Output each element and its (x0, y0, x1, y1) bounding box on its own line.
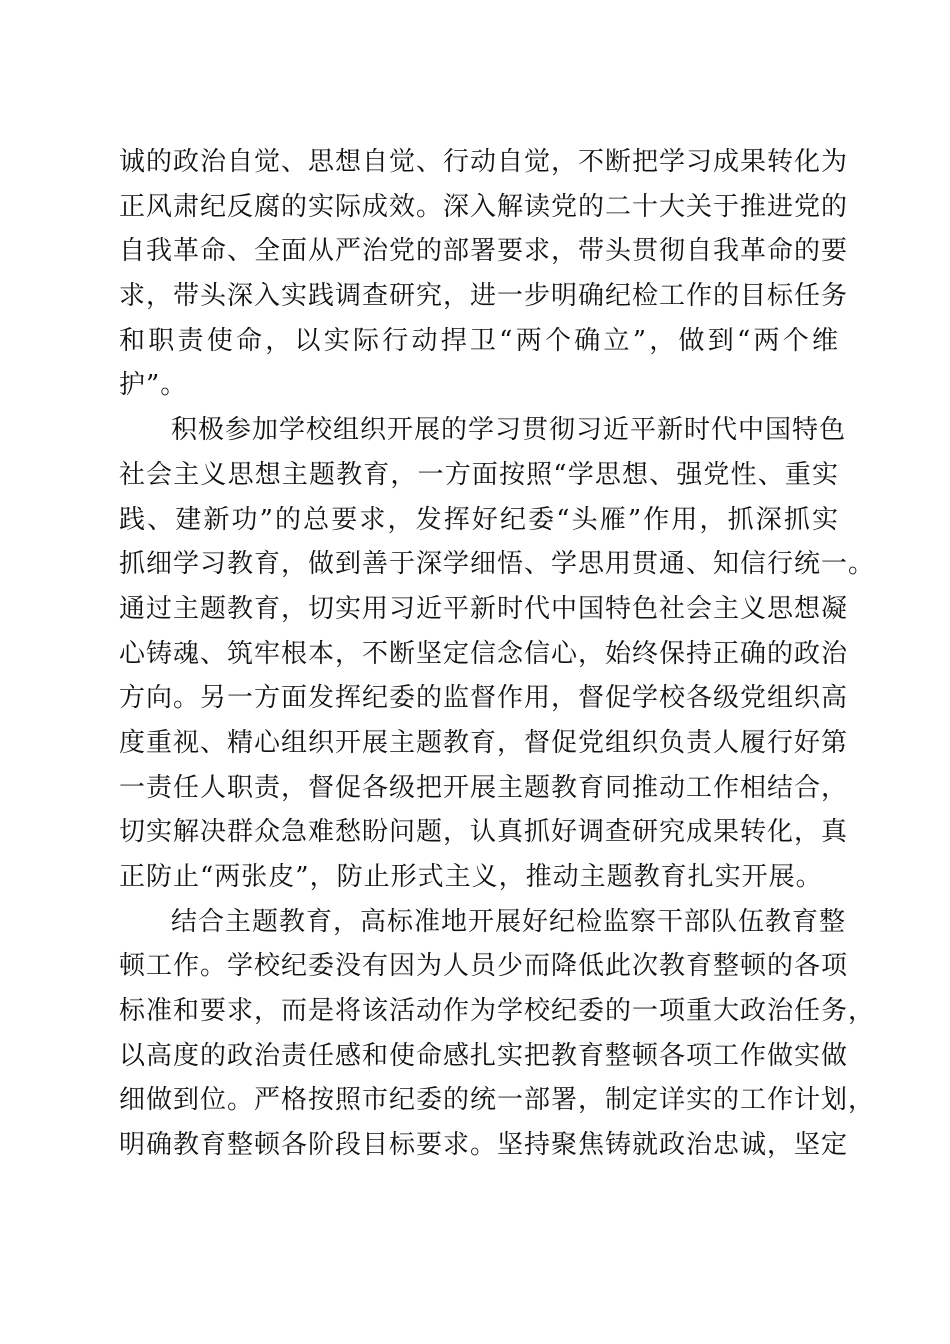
text-line: 明确教育整顿各阶段目标要求。坚持聚焦铸就政治忠诚，坚定 (119, 1130, 849, 1161)
text-line: 方向。另一方面发挥纪委的监督作用，督促学校各级党组织高 (119, 683, 849, 714)
text-line: 自我革命、全面从严治党的部署要求，带头贯彻自我革命的要 (119, 236, 849, 267)
text-line: 度重视、精心组织开展主题教育，督促党组织负责人履行好第 (119, 727, 849, 758)
text-line: 和职责使命，以实际行动捍卫“两个确立”，做到“两个维 (119, 325, 839, 356)
text-line: 结合主题教育，高标准地开展好纪检监察干部队伍教育整 (171, 906, 847, 937)
text-line: 以高度的政治责任感和使命感扎实把教育整顿各项工作做实做 (119, 1040, 849, 1071)
text-line: 一责任人职责，督促各级把开展主题教育同推动工作相结合， (119, 772, 849, 803)
text-line: 积极参加学校组织开展的学习贯彻习近平新时代中国特色 (171, 415, 847, 446)
text-line: 正防止“两张皮”，防止形式主义，推动主题教育扎实开展。 (119, 862, 823, 892)
text-line: 心铸魂、筑牢根本，不断坚定信念信心，始终保持正确的政治 (119, 638, 849, 669)
text-line: 求，带头深入实践调查研究，进一步明确纪检工作的目标任务 (119, 281, 849, 312)
text-line: 顿工作。学校纪委没有因为人员少而降低此次教育整顿的各项 (119, 951, 849, 982)
text-line: 社会主义思想主题教育，一方面按照“学思想、强党性、重实 (119, 459, 839, 490)
text-line: 践、建新功”的总要求，发挥好纪委“头雁”作用，抓深抓实 (119, 504, 839, 535)
text-line: 标准和要求，而是将该活动作为学校纪委的一项重大政治任务， (119, 996, 876, 1027)
text-line: 诚的政治自觉、思想自觉、行动自觉，不断把学习成果转化为 (119, 147, 849, 177)
text-line: 通过主题教育，切实用习近平新时代中国特色社会主义思想凝 (119, 593, 849, 624)
text-line: 护”。 (119, 370, 188, 401)
text-line: 细做到位。严格按照市纪委的统一部署，制定详实的工作计划， (119, 1085, 876, 1116)
text-line: 抓细学习教育，做到善于深学细悟、学思用贯通、知信行统一。 (119, 549, 876, 580)
text-line: 正风肃纪反腐的实际成效。深入解读党的二十大关于推进党的 (119, 191, 849, 222)
text-line: 切实解决群众急难愁盼问题，认真抓好调查研究成果转化，真 (119, 817, 849, 848)
body-text (119, 140, 876, 1168)
